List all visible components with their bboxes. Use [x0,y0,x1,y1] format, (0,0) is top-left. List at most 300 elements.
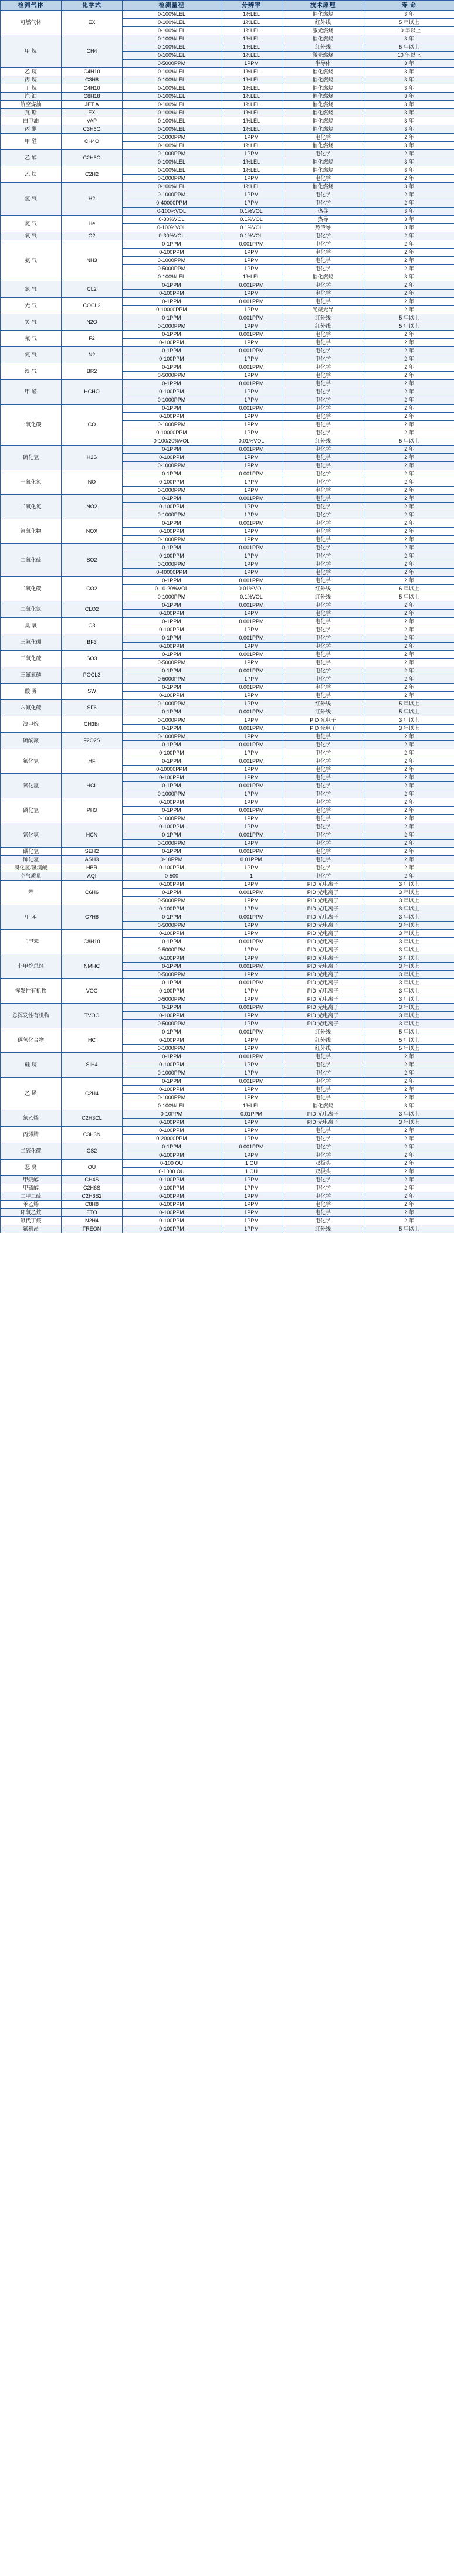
lifetime-cell: 5 年以上 [364,1045,454,1053]
gas-formula-cell: C8H10 [62,930,123,954]
lifetime-cell: 2 年 [364,692,454,700]
range-cell: 0-100PPM [123,355,221,363]
resolution-cell: 0.001PPM [221,889,282,897]
range-cell: 0-100%LEL [123,273,221,281]
resolution-cell: 1PPM [221,1151,282,1160]
gas-formula-cell: EX [62,11,123,35]
technology-cell: 电化学 [282,495,364,503]
technology-cell: 红外线 [282,700,364,708]
gas-name-cell: 环氧乙烷 [1,1209,62,1217]
resolution-cell: 0.001PPM [221,363,282,372]
range-cell: 0-100PPM [123,1184,221,1192]
range-cell: 0-100PPM [123,290,221,298]
technology-cell: 电化学 [282,388,364,396]
lifetime-cell: 2 年 [364,413,454,421]
resolution-cell: 1%LEL [221,27,282,35]
lifetime-cell: 2 年 [364,1086,454,1094]
range-cell: 0-1000PPM [123,700,221,708]
table-row [1,1143,454,1151]
range-cell: 0-10000PPM [123,306,221,314]
range-cell: 0-100%LEL [123,11,221,19]
gas-name-cell: 溴化氢/氢溴酸 [1,864,62,872]
lifetime-cell: 2 年 [364,199,454,208]
table-row [1,798,454,807]
range-cell: 0-1000PPM [123,322,221,331]
lifetime-cell: 2 年 [364,429,454,437]
resolution-cell: 1PPM [221,864,282,872]
range-cell: 0-1000PPM [123,840,221,848]
range-cell: 0-1000PPM [123,1094,221,1102]
gas-name-cell: 非甲烷总烃 [1,954,62,979]
lifetime-cell: 2 年 [364,651,454,659]
range-cell: 0-1PPM [123,347,221,355]
table-row [1,1192,454,1201]
gas-formula-cell: SEH2 [62,848,123,856]
range-cell: 0-100PPM [123,1151,221,1160]
lifetime-cell: 2 年 [364,552,454,560]
table-row [1,125,454,134]
range-cell: 0-1PPM [123,1143,221,1151]
gas-detection-spec-table-page [0,0,454,1233]
technology-cell: PID 光电离子 [282,946,364,954]
technology-cell: 半导体 [282,60,364,68]
technology-cell: 电化学 [282,265,364,273]
table-row [1,1184,454,1192]
range-cell: 0-100%LEL [123,158,221,166]
gas-formula-cell: CO [62,405,123,446]
table-row [1,1217,454,1225]
range-cell: 0-1000PPM [123,560,221,569]
technology-cell: 电化学 [282,577,364,585]
range-cell: 0-100PPM [123,1086,221,1094]
lifetime-cell: 2 年 [364,610,454,618]
range-cell: 0-100PPM [123,643,221,651]
range-cell: 0-100%LEL [123,142,221,150]
gas-name-cell: 氯乙烯 [1,1110,62,1127]
table-row [1,848,454,856]
gas-name-cell: 丙 烷 [1,76,62,84]
table-row [1,1127,454,1135]
gas-formula-cell: COCL2 [62,298,123,314]
lifetime-cell: 2 年 [364,856,454,864]
technology-cell: 电化学 [282,733,364,741]
resolution-cell: 1%LEL [221,84,282,93]
lifetime-cell: 2 年 [364,1217,454,1225]
technology-cell: 催化燃烧 [282,158,364,166]
technology-cell: 电化学 [282,347,364,355]
gas-name-cell: 氧 气 [1,232,62,240]
technology-cell: PID 光电离子 [282,913,364,922]
technology-cell: 电化学 [282,692,364,700]
resolution-cell: 0.01PPM [221,1110,282,1119]
technology-cell: 电化学 [282,1201,364,1209]
lifetime-cell: 2 年 [364,405,454,413]
range-cell: 0-1PPM [123,634,221,643]
gas-name-cell: 氟 气 [1,331,62,347]
range-cell: 0-100%LEL [123,52,221,60]
technology-cell: 电化学 [282,840,364,848]
resolution-cell: 1PPM [221,930,282,938]
range-cell: 0-1PPM [123,651,221,659]
gas-formula-cell: PH3 [62,798,123,823]
range-cell: 0-1PPM [123,963,221,971]
lifetime-cell: 5 年以上 [364,437,454,446]
resolution-cell: 0.001PPM [221,651,282,659]
resolution-cell: 0.001PPM [221,601,282,610]
technology-cell: 电化学 [282,355,364,363]
technology-cell: 电化学 [282,774,364,782]
gas-name-cell: 丙烯腈 [1,1127,62,1143]
resolution-cell: 1%LEL [221,183,282,191]
gas-name-cell: 氢 气 [1,183,62,216]
resolution-cell: 1PPM [221,1201,282,1209]
range-cell: 0-1PPM [123,314,221,322]
table-row [1,363,454,372]
gas-name-cell: 氦 气 [1,216,62,232]
range-cell: 0-1PPM [123,1053,221,1061]
column-header-lifetime: 寿 命 [364,1,454,11]
range-cell: 0-100PPM [123,528,221,536]
range-cell: 0-100PPM [123,1012,221,1020]
technology-cell: 红外线 [282,1045,364,1053]
technology-cell: 红外线 [282,314,364,322]
table-row [1,76,454,84]
technology-cell: 电化学 [282,618,364,626]
gas-name-cell: 乙 烯 [1,1078,62,1110]
table-row [1,733,454,741]
gas-formula-cell: CL2 [62,281,123,298]
range-cell: 0-100%VOL [123,208,221,216]
lifetime-cell: 2 年 [364,1127,454,1135]
range-cell: 0-5000PPM [123,675,221,684]
range-cell: 0-100PPM [123,1061,221,1069]
gas-formula-cell: C2H6S2 [62,1192,123,1201]
resolution-cell: 1%LEL [221,11,282,19]
gas-formula-cell: C3H8 [62,76,123,84]
technology-cell: 电化学 [282,831,364,840]
range-cell: 0-1PPM [123,1004,221,1012]
lifetime-cell: 3 年 [364,142,454,150]
gas-name-cell: 白电油 [1,117,62,125]
gas-name-cell: 苯 [1,881,62,905]
resolution-cell: 0.001PPM [221,708,282,716]
technology-cell: 双极头 [282,1160,364,1168]
gas-formula-cell: C2H3CL [62,1110,123,1127]
lifetime-cell: 2 年 [364,798,454,807]
gas-detection-table [0,0,454,1233]
gas-formula-cell: SO3 [62,651,123,667]
technology-cell: 电化学 [282,536,364,544]
gas-name-cell: 氮氧化物 [1,519,62,544]
gas-formula-cell: C2H6S [62,1184,123,1192]
gas-formula-cell: SO2 [62,544,123,577]
resolution-cell: 1PPM [221,987,282,995]
lifetime-cell: 2 年 [364,831,454,840]
lifetime-cell: 3 年以上 [364,881,454,889]
range-cell: 0-1PPM [123,684,221,692]
technology-cell: 电化学 [282,848,364,856]
resolution-cell: 1PPM [221,766,282,774]
gas-name-cell: 空气质量 [1,872,62,881]
range-cell: 0-1000PPM [123,462,221,470]
range-cell: 0-1PPM [123,667,221,675]
lifetime-cell: 3 年以上 [364,725,454,733]
lifetime-cell: 3 年 [364,76,454,84]
technology-cell: 电化学 [282,1135,364,1143]
table-row [1,577,454,585]
range-cell: 0-10000PPM [123,429,221,437]
resolution-cell: 1PPM [221,823,282,831]
gas-name-cell: 硅 烷 [1,1053,62,1078]
lifetime-cell: 2 年 [364,684,454,692]
range-cell: 0-100PPM [123,1225,221,1233]
lifetime-cell: 2 年 [364,1094,454,1102]
gas-formula-cell: C3H6O [62,125,123,134]
lifetime-cell: 2 年 [364,1053,454,1061]
range-cell: 0-1PPM [123,544,221,552]
lifetime-cell: 2 年 [364,1209,454,1217]
lifetime-cell: 5 年以上 [364,322,454,331]
technology-cell: 电化学 [282,339,364,347]
gas-name-cell: 磷化氢 [1,798,62,823]
lifetime-cell: 2 年 [364,536,454,544]
table-row [1,667,454,675]
range-cell: 0-100%VOL [123,224,221,232]
lifetime-cell: 3 年 [364,183,454,191]
table-row [1,117,454,125]
range-cell: 0-1000PPM [123,733,221,741]
gas-name-cell: 二硫化碳 [1,1143,62,1160]
range-cell: 0-5000PPM [123,60,221,68]
table-row [1,84,454,93]
gas-name-cell: 溴甲烷 [1,716,62,733]
range-cell: 0-100PPM [123,1176,221,1184]
gas-name-cell: 氨 气 [1,240,62,281]
technology-cell: 催化燃烧 [282,183,364,191]
resolution-cell: 1PPM [221,306,282,314]
range-cell: 0-100%LEL [123,93,221,101]
resolution-cell: 1PPM [221,774,282,782]
table-row [1,314,454,322]
technology-cell: PID 光电离子 [282,889,364,897]
table-row [1,716,454,725]
gas-name-cell: 总挥发性有机物 [1,1004,62,1028]
lifetime-cell: 2 年 [364,823,454,831]
technology-cell: 红外线 [282,708,364,716]
resolution-cell: 1%LEL [221,273,282,281]
range-cell: 0-100PPM [123,987,221,995]
resolution-cell: 1PPM [221,1069,282,1078]
resolution-cell: 1PPM [221,1127,282,1135]
range-cell: 0-1PPM [123,331,221,339]
resolution-cell: 1PPM [221,355,282,363]
lifetime-cell: 3 年 [364,224,454,232]
resolution-cell: 0.001PPM [221,807,282,815]
lifetime-cell: 2 年 [364,281,454,290]
gas-name-cell: 三氟化硼 [1,634,62,651]
gas-name-cell: 笑 气 [1,314,62,331]
technology-cell: 催化燃烧 [282,142,364,150]
technology-cell: 催化燃烧 [282,84,364,93]
technology-cell: PID 光电离子 [282,1012,364,1020]
table-row [1,35,454,43]
table-row [1,1176,454,1184]
lifetime-cell: 3 年 [364,166,454,175]
resolution-cell: 0.001PPM [221,782,282,790]
lifetime-cell: 2 年 [364,733,454,741]
technology-cell: 电化学 [282,503,364,511]
technology-cell: 电化学 [282,380,364,388]
gas-formula-cell: HCL [62,774,123,798]
lifetime-cell: 2 年 [364,782,454,790]
gas-formula-cell: POCL3 [62,667,123,684]
table-row [1,281,454,290]
resolution-cell: 0.001PPM [221,240,282,249]
resolution-cell: 1PPM [221,675,282,684]
technology-cell: 红外线 [282,43,364,52]
lifetime-cell: 2 年 [364,232,454,240]
range-cell: 0-1000PPM [123,257,221,265]
range-cell: 0-100PPM [123,1119,221,1127]
resolution-cell: 1PPM [221,1135,282,1143]
lifetime-cell: 2 年 [364,634,454,643]
gas-formula-cell: F2 [62,331,123,347]
range-cell: 0-5000PPM [123,265,221,273]
technology-cell: 红外线 [282,1036,364,1045]
lifetime-cell: 2 年 [364,175,454,183]
gas-formula-cell: BR2 [62,363,123,380]
gas-name-cell: 三氯氧磷 [1,667,62,684]
technology-cell: 电化学 [282,462,364,470]
resolution-cell: 0.001PPM [221,684,282,692]
technology-cell: 电化学 [282,191,364,199]
resolution-cell: 1PPM [221,1225,282,1233]
technology-cell: 电化学 [282,807,364,815]
gas-formula-cell: CO2 [62,577,123,601]
resolution-cell: 1%LEL [221,93,282,101]
lifetime-cell: 2 年 [364,774,454,782]
technology-cell: 红外线 [282,19,364,27]
technology-cell: 电化学 [282,675,364,684]
range-cell: 0-100%LEL [123,84,221,93]
resolution-cell: 0.1%VOL [221,208,282,216]
resolution-cell: 1PPM [221,971,282,979]
lifetime-cell: 5 年以上 [364,19,454,27]
resolution-cell: 1PPM [221,60,282,68]
technology-cell: PID 光电离子 [282,987,364,995]
range-cell: 0-100PPM [123,798,221,807]
lifetime-cell: 2 年 [364,601,454,610]
lifetime-cell: 2 年 [364,560,454,569]
range-cell: 0-1000PPM [123,421,221,429]
table-row [1,1053,454,1061]
lifetime-cell: 3 年以上 [364,971,454,979]
lifetime-cell: 2 年 [364,487,454,495]
technology-cell: 红外线 [282,1225,364,1233]
range-cell: 0-1PPM [123,601,221,610]
resolution-cell: 1PPM [221,749,282,757]
resolution-cell: 1PPM [221,528,282,536]
lifetime-cell: 2 年 [364,1160,454,1168]
technology-cell: PID 光电离子 [282,995,364,1004]
technology-cell: 电化学 [282,511,364,519]
range-cell: 0-1PPM [123,1028,221,1036]
lifetime-cell: 2 年 [364,372,454,380]
lifetime-cell: 2 年 [364,848,454,856]
gas-name-cell: 一氧化碳 [1,405,62,446]
range-cell: 0-10PPM [123,856,221,864]
resolution-cell: 1PPM [221,462,282,470]
resolution-cell: 1%LEL [221,52,282,60]
range-cell: 0-1PPM [123,298,221,306]
resolution-cell: 0.001PPM [221,405,282,413]
gas-name-cell: 氟利昂 [1,1225,62,1233]
resolution-cell: 1PPM [221,257,282,265]
lifetime-cell: 2 年 [364,766,454,774]
lifetime-cell: 2 年 [364,380,454,388]
table-row [1,446,454,454]
resolution-cell: 1PPM [221,1045,282,1053]
table-row [1,1201,454,1209]
lifetime-cell: 2 年 [364,872,454,881]
resolution-cell: 1PPM [221,339,282,347]
lifetime-cell: 5 年以上 [364,700,454,708]
technology-cell: 电化学 [282,175,364,183]
range-cell: 0-5000PPM [123,897,221,905]
lifetime-cell: 2 年 [364,1192,454,1201]
resolution-cell: 1PPM [221,1061,282,1069]
technology-cell: 电化学 [282,1053,364,1061]
gas-formula-cell: TVOC [62,1004,123,1028]
technology-cell: 电化学 [282,790,364,798]
technology-cell: 电化学 [282,749,364,757]
table-row [1,1110,454,1119]
gas-formula-cell: SF6 [62,700,123,716]
gas-name-cell: 光 气 [1,298,62,314]
resolution-cell: 1%LEL [221,35,282,43]
resolution-cell: 1PPM [221,413,282,421]
resolution-cell: 0.001PPM [221,848,282,856]
resolution-cell: 1%LEL [221,101,282,109]
lifetime-cell: 2 年 [364,1135,454,1143]
gas-formula-cell: NO2 [62,495,123,519]
technology-cell: 催化燃烧 [282,1102,364,1110]
resolution-cell: 1PPM [221,388,282,396]
technology-cell: 电化学 [282,372,364,380]
technology-cell: 电化学 [282,798,364,807]
table-row [1,749,454,757]
table-row [1,470,454,478]
technology-cell: 电化学 [282,470,364,478]
technology-cell: 电化学 [282,454,364,462]
gas-formula-cell: N2O [62,314,123,331]
resolution-cell: 0.001PPM [221,938,282,946]
resolution-cell: 1PPM [221,560,282,569]
resolution-cell: 1PPM [221,798,282,807]
resolution-cell: 1PPM [221,1184,282,1192]
range-cell: 0-1000PPM [123,593,221,601]
technology-cell: PID 光电离子 [282,954,364,963]
lifetime-cell: 10 年以上 [364,27,454,35]
technology-cell: 红外线 [282,322,364,331]
lifetime-cell: 3 年以上 [364,1004,454,1012]
resolution-cell: 1%LEL [221,109,282,117]
gas-name-cell: 氰化氢 [1,823,62,848]
lifetime-cell: 2 年 [364,265,454,273]
gas-formula-cell: HF [62,749,123,774]
range-cell: 0-5000PPM [123,922,221,930]
gas-name-cell: 二氧化硫 [1,544,62,577]
